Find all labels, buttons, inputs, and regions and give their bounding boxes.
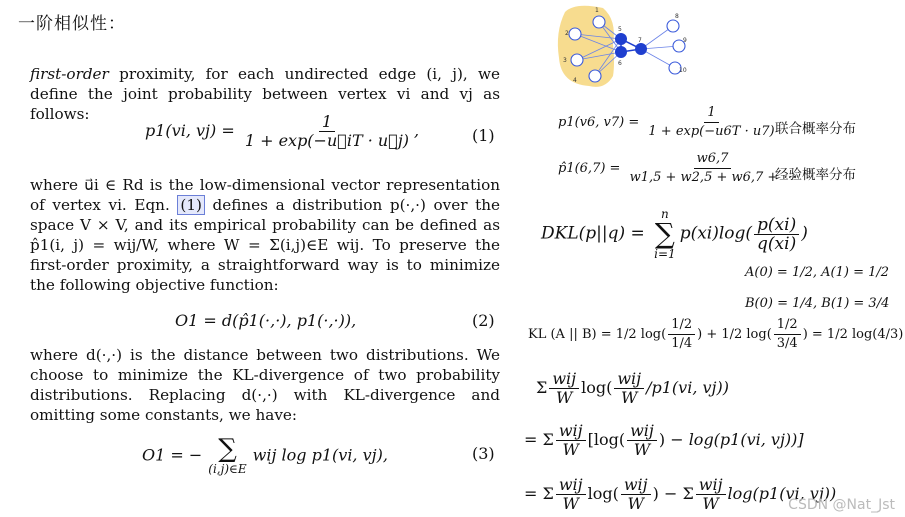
kl-example-equation bbox=[528, 316, 903, 353]
equation-1-label: (1) bbox=[472, 126, 495, 145]
kl-def-fraction bbox=[754, 216, 799, 253]
csdn-watermark: CSDN @Nat_Jst bbox=[788, 497, 895, 513]
deriv1-num2: wij bbox=[614, 370, 644, 389]
deriv3-mid: − Σ bbox=[658, 484, 694, 503]
kl-def-sum-bottom: i=1 bbox=[654, 247, 676, 261]
kl-def-sum-sign: ∑ bbox=[654, 217, 675, 250]
deriv2-log: [log bbox=[587, 430, 619, 449]
graph-label-7: 7 bbox=[638, 37, 642, 44]
deriv2-den2: W bbox=[633, 440, 651, 459]
deriv2-post: − log(p1(vi, vj))] bbox=[665, 430, 804, 449]
graph-node-2 bbox=[569, 28, 581, 40]
deriv3-den: W bbox=[562, 494, 579, 513]
kl-divergence-definition bbox=[541, 207, 808, 261]
graph-label-10: 10 bbox=[679, 67, 687, 74]
right-eq2-lhs: p̂1(6,7) = bbox=[558, 161, 625, 176]
right-eq1-fraction bbox=[645, 104, 777, 141]
deriv1-post: /p1(vi, vj)) bbox=[646, 378, 729, 397]
eq1-tail: , bbox=[414, 121, 420, 140]
deriv3-num3: wij bbox=[696, 476, 726, 495]
deriv3-log: log bbox=[587, 484, 613, 503]
kl-def-close: ) bbox=[801, 223, 808, 244]
kl-def-num: p(xi) bbox=[754, 216, 799, 235]
graph-node-6 bbox=[615, 46, 627, 58]
kl-ex-f1den: 1/4 bbox=[671, 336, 693, 351]
deriv2-den: W bbox=[562, 440, 579, 459]
deriv3-post: log(p1(vi, vj)) bbox=[727, 484, 837, 503]
deriv1-den2: W bbox=[620, 388, 638, 407]
network-graph-illustration bbox=[555, 2, 705, 90]
equation-3 bbox=[142, 436, 388, 476]
deriv3-frac1 bbox=[556, 476, 586, 513]
joint-probability-note: 联合概率分布 bbox=[775, 121, 856, 137]
kl-def-den: q(xi) bbox=[757, 233, 797, 254]
deriv1-frac1 bbox=[549, 370, 579, 407]
right-eq1-lhs: p1(v6, v7) = bbox=[558, 115, 644, 130]
paragraph-text: proximity, for each undirected edge (i, j), we define the joint probability between vertex vi and vj as follows: bbox=[30, 65, 500, 123]
graph-label-3: 3 bbox=[563, 57, 567, 64]
paragraph-kl: where d(·,·) is the distance between two distributions. We choose to minimize the KL-divergence of two probability distributions. Replacing d(·,·) with KL-divergence and omitting some constants, we have: bbox=[30, 346, 500, 424]
graph-node-1 bbox=[593, 16, 605, 28]
kl-ex-rhs: ) = 1/2 log(4/3) bbox=[802, 327, 904, 342]
graph-node-5 bbox=[615, 33, 627, 45]
graph-node-7 bbox=[635, 43, 647, 55]
deriv3-pre: = Σ bbox=[524, 484, 554, 503]
eq3-rhs: wij log p1(vi, vj), bbox=[252, 445, 388, 465]
deriv3-frac3 bbox=[696, 476, 726, 513]
kl-def-sum bbox=[654, 207, 676, 261]
deriv3-den2: W bbox=[627, 494, 644, 513]
deriv3-den3: W bbox=[702, 494, 719, 513]
paragraph-empirical bbox=[30, 175, 500, 295]
deriv1-num: wij bbox=[549, 370, 579, 389]
deriv1-log: log( bbox=[581, 378, 613, 397]
graph-label-1: 1 bbox=[595, 7, 599, 14]
deriv2-frac1 bbox=[556, 422, 586, 459]
deriv2-frac2 bbox=[627, 422, 657, 459]
distribution-a-values: A(0) = 1/2, A(1) = 1/2 bbox=[745, 265, 890, 280]
deriv2-pre: = Σ bbox=[524, 430, 554, 449]
kl-ex-mid: ) + 1/2 log( bbox=[697, 327, 772, 342]
graph-label-6: 6 bbox=[618, 60, 622, 67]
deriv1-den: W bbox=[555, 388, 573, 407]
equation-2: O1 = d(p̂1(·,·), p1(·,·)), bbox=[175, 311, 357, 330]
deriv2-num2: wij bbox=[627, 422, 657, 441]
deriv3-num2: wij bbox=[621, 476, 651, 495]
equation-1 bbox=[145, 113, 419, 150]
graph-label-5: 5 bbox=[618, 26, 622, 33]
kl-ex-f2den: 3/4 bbox=[776, 336, 798, 351]
eq3-lhs: O1 = − bbox=[142, 445, 203, 465]
derivation-line-3: = Σ $\frac{\text{wij}}{W}$ log( $\frac{\text{wij}}{W}$ ) − Σ $\frac{\text{wij}}{W}$ log(p1(vi, vj)) bbox=[524, 475, 837, 513]
eq3-sum bbox=[208, 436, 246, 476]
eq3-sum-sign: ∑ bbox=[218, 434, 237, 464]
right-eq2-fraction bbox=[627, 150, 799, 187]
derivation-line-1 bbox=[536, 370, 729, 407]
eq3-sum-sub: (i,j)∈E bbox=[208, 462, 247, 476]
first-order-term: first-order bbox=[30, 65, 109, 83]
graph-label-8: 8 bbox=[675, 13, 679, 20]
deriv3-num: wij bbox=[556, 476, 586, 495]
right-eq2-num: w6,7 bbox=[694, 150, 732, 169]
distribution-b-values: B(0) = 1/4, B(1) = 3/4 bbox=[745, 296, 890, 311]
graph-label-9: 9 bbox=[683, 37, 687, 44]
para2-b: defines a distribution p(·,·) over the space V × V, and its empirical probability can be defined as p̂1(i, j) = wij/W, where W = Σ(i,j)∈E wij. To preserve the first-order proximity, a straightforward way is to minimize the following objective function: bbox=[30, 196, 500, 294]
deriv2-num: wij bbox=[556, 422, 586, 441]
derivation-line-2: = Σ $\frac{\text{wij}}{W}$ [log( $\frac{\text{wij}}{W}$ ) − log(p1(vi, vj))] bbox=[524, 421, 804, 459]
para2-a: where u⃗i ∈ Rd is the low-dimensional vector representation of vertex vi. Eqn. bbox=[30, 176, 500, 214]
right-empirical-prob-equation bbox=[558, 150, 800, 187]
empirical-probability-note: 经验概率分布 bbox=[775, 167, 856, 183]
graph-label-2: 2 bbox=[565, 30, 569, 37]
graph-label-4: 4 bbox=[573, 77, 577, 84]
kl-ex-f2num: 1/2 bbox=[774, 316, 801, 335]
equation-3-label: (3) bbox=[472, 444, 495, 463]
deriv3-frac2 bbox=[621, 476, 651, 513]
page-title: 一阶相似性： bbox=[18, 14, 126, 34]
graph-node-8 bbox=[667, 20, 679, 32]
right-eq1-den: 1 + exp(−u6T · u7) bbox=[648, 124, 775, 139]
kl-def-rhs: p(xi)log( bbox=[679, 223, 753, 244]
kl-ex-lhs: KL (A || B) = 1/2 log( bbox=[528, 327, 667, 342]
equation-2-label: (2) bbox=[472, 311, 495, 330]
eq1-lhs: p1(vi, vj) = bbox=[145, 121, 240, 140]
eq1-den: 1 + exp(−u⃗iT · u⃗j) bbox=[244, 131, 410, 150]
graph-node-4 bbox=[589, 70, 601, 82]
kl-def-sum-top: n bbox=[661, 207, 669, 221]
kl-ex-frac2 bbox=[774, 316, 801, 353]
eq1-fraction bbox=[242, 113, 412, 150]
kl-ex-frac1 bbox=[668, 316, 695, 353]
right-eq2-den: w1,5 + w2,5 + w6,7 + ⋯ bbox=[629, 170, 796, 185]
right-joint-prob-equation bbox=[558, 104, 780, 141]
eq1-num: 1 bbox=[319, 113, 335, 132]
kl-ex-f1num: 1/2 bbox=[668, 316, 695, 335]
deriv1-frac2 bbox=[614, 370, 644, 407]
deriv1-pre: Σ bbox=[536, 378, 548, 397]
equation-reference-link[interactable]: (1) bbox=[177, 195, 205, 215]
graph-node-3 bbox=[571, 54, 583, 66]
right-eq1-num: 1 bbox=[704, 104, 718, 123]
kl-def-lhs: DKL(p||q) = bbox=[541, 223, 651, 244]
